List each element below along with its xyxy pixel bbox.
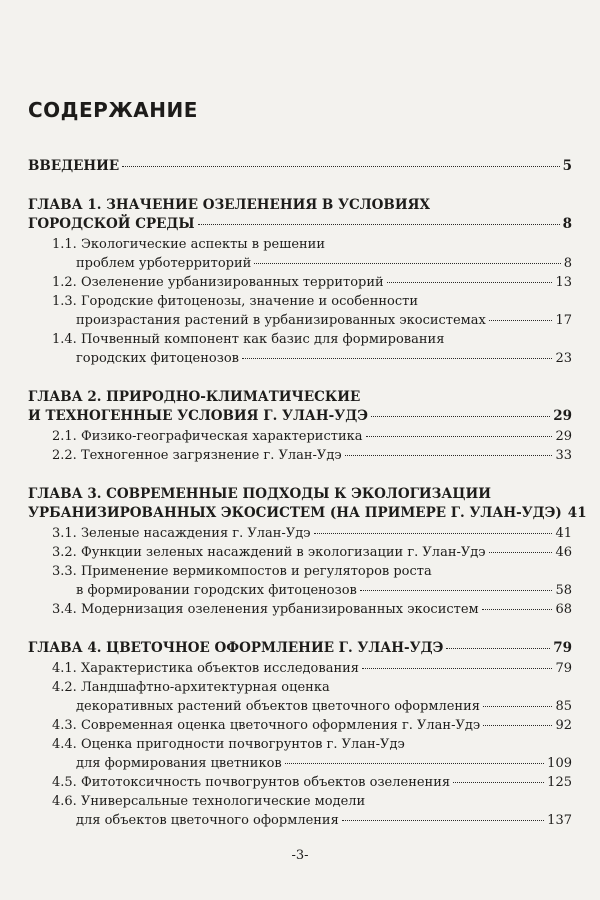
- toc-entry-label: ГЛАВА 4. ЦВЕТОЧНОЕ ОФОРМЛЕНИЕ Г. УЛАН-УДЭ: [28, 640, 444, 656]
- toc-chapter-3-title[interactable]: [28, 485, 491, 503]
- toc-page-number: 29: [553, 408, 572, 424]
- toc-page-number: 8: [563, 256, 572, 271]
- page-title: СОДЕРЖАНИЕ: [28, 98, 198, 122]
- toc-section-4-5[interactable]: [52, 774, 572, 792]
- toc-section-1-1[interactable]: [76, 255, 572, 273]
- toc-section-1-3-title[interactable]: [52, 293, 418, 311]
- dot-leader: [483, 706, 553, 707]
- toc-page-number: 68: [555, 602, 572, 617]
- toc-entry-label: 3.3. Применение вермикомпостов и регуляторов роста: [52, 564, 432, 579]
- toc-page-number: 58: [555, 583, 572, 598]
- toc-entry-label: ГЛАВА 2. ПРИРОДНО-КЛИМАТИЧЕСКИЕ: [28, 389, 361, 405]
- toc-entry-label: УРБАНИЗИРОВАННЫХ ЭКОСИСТЕМ (НА ПРИМЕРЕ Г. УЛАН-УДЭ): [28, 505, 562, 521]
- toc-entry-label: 1.3. Городские фитоценозы, значение и особенности: [52, 294, 419, 309]
- toc-entry-label: для формирования цветников: [76, 756, 282, 771]
- toc-page-number: 137: [547, 813, 572, 828]
- toc-chapter-2-title[interactable]: [28, 388, 360, 406]
- toc-section-1-4-title[interactable]: [52, 331, 444, 349]
- toc-chapter-4[interactable]: [28, 639, 572, 657]
- toc-page-number: 8: [562, 216, 572, 232]
- dot-leader: [314, 533, 553, 534]
- toc-section-3-2[interactable]: [52, 544, 572, 562]
- toc-entry-label: ГЛАВА 1. ЗНАЧЕНИЕ ОЗЕЛЕНЕНИЯ В УСЛОВИЯХ: [28, 197, 430, 213]
- toc-section-2-2[interactable]: [52, 447, 572, 465]
- toc-chapter-3[interactable]: [28, 504, 587, 522]
- toc-entry-label: 4.4. Оценка пригодности почвогрунтов г. Улан-Удэ: [52, 737, 405, 752]
- toc-page-number: 109: [547, 756, 572, 771]
- toc-page-number: 23: [555, 351, 572, 366]
- toc-page-number: 33: [555, 448, 572, 463]
- toc-entry-label: 1.2. Озеленение урбанизированных территорий: [52, 275, 384, 290]
- toc-page-number: 41: [555, 526, 572, 541]
- toc-entry-label: ГЛАВА 3. СОВРЕМЕННЫЕ ПОДХОДЫ К ЭКОЛОГИЗАЦИИ: [28, 486, 491, 502]
- toc-section-2-1[interactable]: [52, 428, 572, 446]
- toc-section-1-2[interactable]: [52, 274, 572, 292]
- dot-leader: [342, 820, 544, 821]
- dot-leader: [242, 358, 552, 359]
- toc-entry-intro[interactable]: [28, 157, 572, 175]
- dot-leader: [371, 416, 550, 417]
- toc-entry-label: произрастания растений в урбанизированных экосистемах: [76, 313, 486, 328]
- toc-section-3-3-title[interactable]: [52, 563, 432, 581]
- dot-leader: [489, 320, 553, 321]
- toc-page-number: 85: [555, 699, 572, 714]
- toc-page-number: 41: [567, 505, 587, 521]
- toc-page-number: 29: [555, 429, 572, 444]
- toc-entry-label: в формировании городских фитоценозов: [76, 583, 357, 598]
- toc-entry-label: проблем урботерриторий: [76, 256, 252, 271]
- toc-entry-label: И ТЕХНОГЕННЫЕ УСЛОВИЯ Г. УЛАН-УДЭ: [28, 408, 368, 424]
- toc-entry-label: ВВЕДЕНИЕ: [28, 158, 120, 174]
- toc-section-3-4[interactable]: [52, 601, 572, 619]
- toc-page-number: 92: [555, 718, 572, 733]
- toc-entry-label: декоративных растений объектов цветочного оформления: [76, 699, 480, 714]
- toc-entry-label: 1.1. Экологические аспекты в решении: [52, 237, 326, 252]
- dot-leader: [366, 436, 553, 437]
- dot-leader: [482, 609, 553, 610]
- toc-chapter-1-title[interactable]: [28, 196, 430, 214]
- toc-section-1-1-title[interactable]: [52, 236, 325, 254]
- dot-leader: [345, 455, 553, 456]
- toc-entry-label: 2.2. Техногенное загрязнение г. Улан-Удэ: [52, 448, 342, 463]
- toc-entry-label: городских фитоценозов: [76, 351, 239, 366]
- dot-leader: [489, 552, 553, 553]
- dot-leader: [360, 590, 553, 591]
- toc-section-4-4[interactable]: [76, 755, 572, 773]
- toc-section-4-6-title[interactable]: [52, 793, 365, 811]
- dot-leader: [285, 763, 544, 764]
- toc-entry-label: 4.3. Современная оценка цветочного оформления г. Улан-Удэ: [52, 718, 481, 733]
- toc-entry-label: для объектов цветочного оформления: [76, 813, 339, 828]
- toc-entry-label: 3.4. Модернизация озеленения урбанизированных экосистем: [52, 602, 479, 617]
- toc-section-1-4[interactable]: [76, 350, 572, 368]
- dot-leader: [198, 224, 560, 225]
- toc-page-number: 5: [562, 158, 572, 174]
- toc-chapter-2[interactable]: [28, 407, 572, 425]
- toc-page-number: 79: [553, 640, 572, 656]
- dot-leader: [387, 282, 553, 283]
- dot-leader: [453, 782, 544, 783]
- toc-section-3-1[interactable]: [52, 525, 572, 543]
- toc-section-1-3[interactable]: [76, 312, 572, 330]
- toc-page-number: 79: [555, 661, 572, 676]
- toc-entry-label: 3.2. Функции зеленых насаждений в экологизации г. Улан-Удэ: [52, 545, 486, 560]
- toc-entry-label: 3.1. Зеленые насаждения г. Улан-Удэ: [52, 526, 311, 541]
- toc-entry-label: 2.1. Физико-географическая характеристика: [52, 429, 363, 444]
- dot-leader: [362, 668, 552, 669]
- toc-section-4-4-title[interactable]: [52, 736, 405, 754]
- page-number: -3-: [291, 848, 309, 863]
- dot-leader: [483, 725, 552, 726]
- toc-entry-label: 4.1. Характеристика объектов исследования: [52, 661, 359, 676]
- toc-entry-label: ГОРОДСКОЙ СРЕДЫ: [28, 216, 195, 232]
- toc-section-3-3[interactable]: [76, 582, 572, 600]
- toc-page-number: 125: [547, 775, 572, 790]
- toc-chapter-1[interactable]: [28, 215, 572, 233]
- toc-page-number: 46: [555, 545, 572, 560]
- toc-section-4-6[interactable]: [76, 812, 572, 830]
- toc-page-number: 13: [555, 275, 572, 290]
- dot-leader: [122, 166, 559, 167]
- dot-leader: [446, 648, 550, 649]
- toc-entry-label: 1.4. Почвенный компонент как базис для формирования: [52, 332, 445, 347]
- toc-section-4-2-title[interactable]: [52, 679, 330, 697]
- dot-leader: [254, 263, 560, 264]
- toc-section-4-2[interactable]: [76, 698, 572, 716]
- toc-entry-label: 4.5. Фитотоксичность почвогрунтов объектов озеленения: [52, 775, 451, 790]
- toc-entry-label: 4.6. Универсальные технологические модели: [52, 794, 366, 809]
- toc-section-4-1[interactable]: [52, 660, 572, 678]
- toc-page-number: 17: [555, 313, 572, 328]
- toc-section-4-3[interactable]: [52, 717, 572, 735]
- toc-entry-label: 4.2. Ландшафтно-архитектурная оценка: [52, 680, 330, 695]
